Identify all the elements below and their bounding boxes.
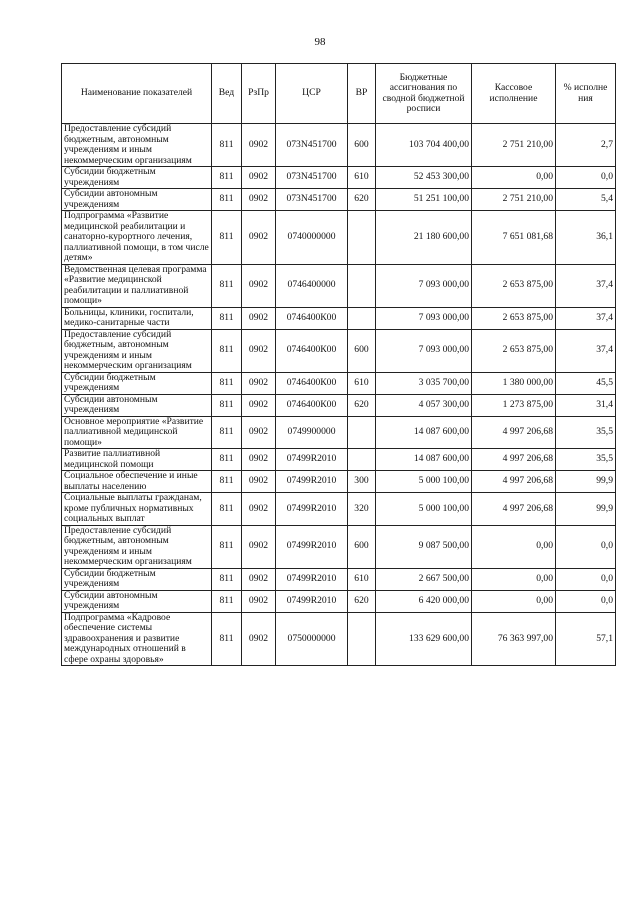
cell-vr: 600 (348, 329, 376, 372)
cell-cash: 7 651 081,68 (472, 211, 556, 265)
table-row (62, 449, 616, 471)
table-row (62, 264, 616, 307)
cell-pct: 5,4 (556, 189, 616, 211)
table-row (62, 525, 616, 568)
cell-budget: 7 093 000,00 (376, 264, 472, 307)
cell-name: Ведомственная целевая программа «Развитие медицинской реабилитации и паллиативной помощи» (62, 264, 212, 307)
cell-budget: 51 251 100,00 (376, 189, 472, 211)
cell-rzpr: 0902 (242, 307, 276, 329)
cell-pct: 0,0 (556, 568, 616, 590)
cell-budget: 5 000 100,00 (376, 493, 472, 526)
table-row (62, 124, 616, 167)
cell-cash: 1 380 000,00 (472, 372, 556, 394)
cell-name: Подпрограмма «Кадровое обеспечение системы здравоохранения и развитие международных отношений в сфере охраны здоровья» (62, 612, 212, 666)
cell-vr: 610 (348, 372, 376, 394)
cell-rzpr: 0902 (242, 493, 276, 526)
budget-execution-table (61, 63, 616, 666)
cell-rzpr: 0902 (242, 590, 276, 612)
table-row (62, 189, 616, 211)
cell-budget: 7 093 000,00 (376, 307, 472, 329)
cell-rzpr: 0902 (242, 394, 276, 416)
cell-cash: 2 751 210,00 (472, 189, 556, 211)
cell-pct: 45,5 (556, 372, 616, 394)
cell-csr: 07499R2010 (276, 525, 348, 568)
cell-ved: 811 (212, 416, 242, 449)
cell-vr: 610 (348, 167, 376, 189)
table-row (62, 167, 616, 189)
cell-cash: 2 653 875,00 (472, 264, 556, 307)
cell-cash: 4 997 206,68 (472, 493, 556, 526)
header-vr: ВР (348, 64, 376, 124)
cell-csr: 073N451700 (276, 124, 348, 167)
cell-ved: 811 (212, 471, 242, 493)
cell-ved: 811 (212, 189, 242, 211)
cell-budget: 4 057 300,00 (376, 394, 472, 416)
header-name: Наименование показателей (62, 64, 212, 124)
cell-name: Предоставление субсидий бюджетным, автономным учреждениям и иным некоммерческим организациям (62, 525, 212, 568)
cell-csr: 0740000000 (276, 211, 348, 265)
cell-rzpr: 0902 (242, 189, 276, 211)
cell-vr: 620 (348, 590, 376, 612)
cell-pct: 37,4 (556, 264, 616, 307)
table-row (62, 568, 616, 590)
cell-vr: 600 (348, 525, 376, 568)
cell-ved: 811 (212, 493, 242, 526)
cell-csr: 07499R2010 (276, 471, 348, 493)
cell-name: Социальное обеспечение и иные выплаты населению (62, 471, 212, 493)
cell-ved: 811 (212, 568, 242, 590)
cell-budget: 52 453 300,00 (376, 167, 472, 189)
cell-csr: 07499R2010 (276, 449, 348, 471)
cell-ved: 811 (212, 124, 242, 167)
cell-pct: 35,5 (556, 449, 616, 471)
cell-name: Больницы, клиники, госпитали, медико-санитарные части (62, 307, 212, 329)
cell-vr: 610 (348, 568, 376, 590)
cell-csr: 0746400К00 (276, 307, 348, 329)
cell-cash: 0,00 (472, 590, 556, 612)
cell-rzpr: 0902 (242, 568, 276, 590)
cell-cash: 4 997 206,68 (472, 471, 556, 493)
cell-rzpr: 0902 (242, 449, 276, 471)
cell-pct: 35,5 (556, 416, 616, 449)
cell-vr (348, 612, 376, 666)
cell-vr: 320 (348, 493, 376, 526)
cell-rzpr: 0902 (242, 471, 276, 493)
table-row (62, 590, 616, 612)
cell-ved: 811 (212, 394, 242, 416)
cell-vr: 620 (348, 394, 376, 416)
cell-name: Предоставление субсидий бюджетным, автономным учреждениям и иным некоммерческим организациям (62, 124, 212, 167)
table-header-row (62, 64, 616, 124)
cell-budget: 2 667 500,00 (376, 568, 472, 590)
cell-vr: 600 (348, 124, 376, 167)
header-cash: Кассовое исполнение (472, 64, 556, 124)
cell-name: Предоставление субсидий бюджетным, автономным учреждениям и иным некоммерческим организациям (62, 329, 212, 372)
cell-budget: 6 420 000,00 (376, 590, 472, 612)
cell-cash: 2 653 875,00 (472, 329, 556, 372)
table-row (62, 471, 616, 493)
cell-csr: 07499R2010 (276, 590, 348, 612)
header-budget: Бюджетные ассигнования по сводной бюджетной росписи (376, 64, 472, 124)
cell-ved: 811 (212, 612, 242, 666)
cell-ved: 811 (212, 329, 242, 372)
cell-budget: 103 704 400,00 (376, 124, 472, 167)
cell-vr (348, 211, 376, 265)
cell-vr (348, 416, 376, 449)
cell-rzpr: 0902 (242, 525, 276, 568)
cell-vr (348, 264, 376, 307)
cell-name: Развитие паллиативной медицинской помощи (62, 449, 212, 471)
table-row (62, 307, 616, 329)
cell-vr: 620 (348, 189, 376, 211)
cell-ved: 811 (212, 590, 242, 612)
cell-vr (348, 307, 376, 329)
cell-csr: 073N451700 (276, 167, 348, 189)
cell-ved: 811 (212, 372, 242, 394)
cell-budget: 7 093 000,00 (376, 329, 472, 372)
header-csr: ЦСР (276, 64, 348, 124)
cell-name: Субсидии автономным учреждениям (62, 189, 212, 211)
cell-name: Субсидии автономным учреждениям (62, 394, 212, 416)
cell-csr: 0746400К00 (276, 329, 348, 372)
cell-pct: 36,1 (556, 211, 616, 265)
cell-rzpr: 0902 (242, 211, 276, 265)
cell-csr: 0750000000 (276, 612, 348, 666)
table-row (62, 394, 616, 416)
cell-csr: 0746400000 (276, 264, 348, 307)
cell-name: Субсидии бюджетным учреждениям (62, 568, 212, 590)
cell-vr: 300 (348, 471, 376, 493)
cell-ved: 811 (212, 449, 242, 471)
cell-rzpr: 0902 (242, 329, 276, 372)
page-number: 98 (314, 36, 326, 48)
cell-csr: 0746400К00 (276, 372, 348, 394)
cell-csr: 07499R2010 (276, 493, 348, 526)
cell-vr (348, 449, 376, 471)
cell-ved: 811 (212, 211, 242, 265)
header-pct: % исполне ния (556, 64, 616, 124)
cell-budget: 3 035 700,00 (376, 372, 472, 394)
cell-pct: 0,0 (556, 525, 616, 568)
cell-csr: 0749900000 (276, 416, 348, 449)
cell-pct: 0,0 (556, 590, 616, 612)
cell-cash: 4 997 206,68 (472, 416, 556, 449)
cell-name: Подпрограмма «Развитие медицинской реабилитации и санаторно-курортного лечения, паллиативной помощи, в том числе детям» (62, 211, 212, 265)
cell-budget: 14 087 600,00 (376, 416, 472, 449)
cell-cash: 2 751 210,00 (472, 124, 556, 167)
cell-cash: 0,00 (472, 167, 556, 189)
cell-budget: 9 087 500,00 (376, 525, 472, 568)
cell-name: Субсидии бюджетным учреждениям (62, 372, 212, 394)
table-row (62, 493, 616, 526)
table-row (62, 612, 616, 666)
header-ved: Вед (212, 64, 242, 124)
cell-budget: 5 000 100,00 (376, 471, 472, 493)
cell-ved: 811 (212, 264, 242, 307)
table-row (62, 211, 616, 265)
cell-cash: 0,00 (472, 568, 556, 590)
cell-ved: 811 (212, 167, 242, 189)
cell-budget: 133 629 600,00 (376, 612, 472, 666)
cell-pct: 57,1 (556, 612, 616, 666)
cell-pct: 31,4 (556, 394, 616, 416)
cell-cash: 0,00 (472, 525, 556, 568)
cell-csr: 073N451700 (276, 189, 348, 211)
cell-budget: 21 180 600,00 (376, 211, 472, 265)
cell-cash: 1 273 875,00 (472, 394, 556, 416)
cell-name: Субсидии автономным учреждениям (62, 590, 212, 612)
table-row (62, 329, 616, 372)
cell-pct: 99,9 (556, 493, 616, 526)
cell-rzpr: 0902 (242, 167, 276, 189)
cell-pct: 2,7 (556, 124, 616, 167)
cell-cash: 76 363 997,00 (472, 612, 556, 666)
cell-pct: 37,4 (556, 329, 616, 372)
cell-rzpr: 0902 (242, 264, 276, 307)
cell-name: Субсидии бюджетным учреждениям (62, 167, 212, 189)
cell-pct: 0,0 (556, 167, 616, 189)
cell-cash: 4 997 206,68 (472, 449, 556, 471)
cell-name: Основное мероприятие «Развитие паллиативной медицинской помощи» (62, 416, 212, 449)
cell-pct: 37,4 (556, 307, 616, 329)
cell-pct: 99,9 (556, 471, 616, 493)
cell-rzpr: 0902 (242, 372, 276, 394)
cell-budget: 14 087 600,00 (376, 449, 472, 471)
table-row (62, 416, 616, 449)
cell-cash: 2 653 875,00 (472, 307, 556, 329)
cell-csr: 07499R2010 (276, 568, 348, 590)
cell-ved: 811 (212, 307, 242, 329)
header-rzpr: РзПр (242, 64, 276, 124)
cell-rzpr: 0902 (242, 124, 276, 167)
cell-csr: 0746400К00 (276, 394, 348, 416)
cell-ved: 811 (212, 525, 242, 568)
cell-name: Социальные выплаты гражданам, кроме публичных нормативных социальных выплат (62, 493, 212, 526)
table-row (62, 372, 616, 394)
cell-rzpr: 0902 (242, 612, 276, 666)
cell-rzpr: 0902 (242, 416, 276, 449)
